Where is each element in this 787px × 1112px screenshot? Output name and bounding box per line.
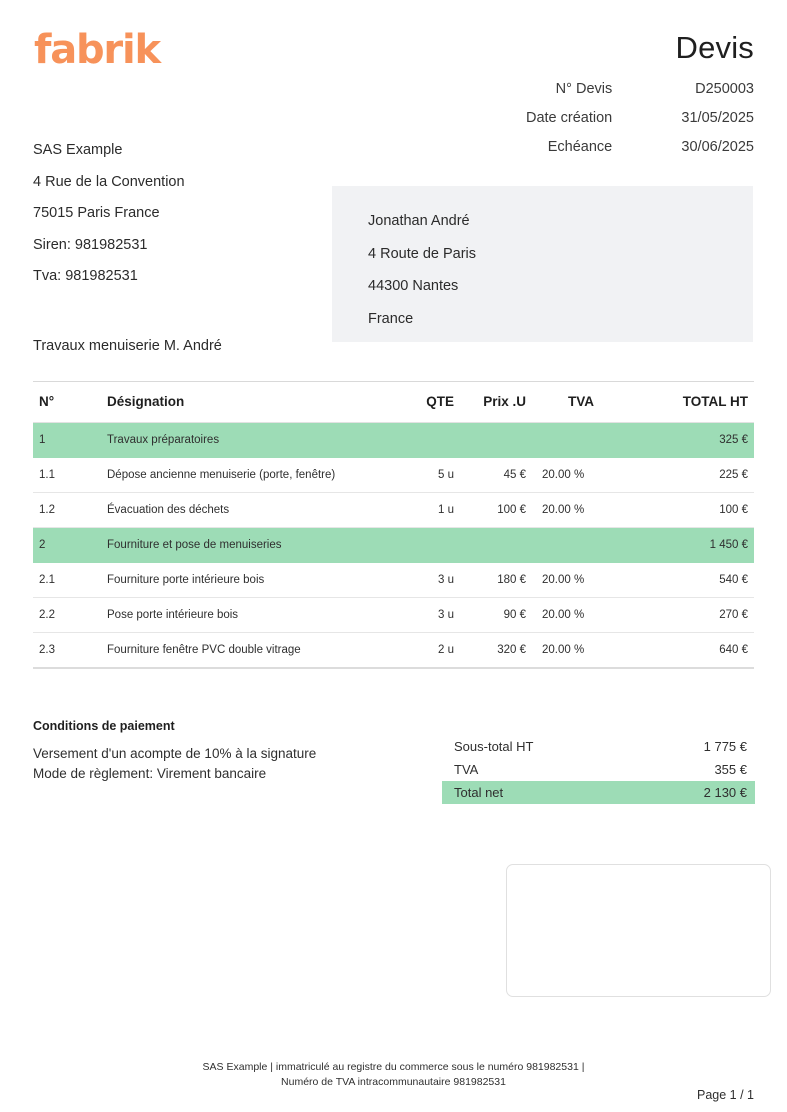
table-row: [33, 598, 754, 633]
cell-num: 1: [33, 423, 107, 458]
cell-designation: Pose porte intérieure bois: [107, 598, 375, 633]
cell-num: 2.2: [33, 598, 107, 633]
cell-designation: Travaux préparatoires: [107, 423, 375, 458]
totals-label: Sous-total HT: [454, 739, 534, 754]
cell-total: 100 €: [636, 493, 754, 528]
column-header-designation: Désignation: [107, 382, 375, 423]
client-address-box: [332, 186, 753, 342]
meta-label: N° Devis: [555, 80, 613, 97]
meta-value: 30/06/2025: [681, 138, 754, 155]
sender-address-line: 75015 Paris France: [33, 205, 160, 221]
cell-num: 1.2: [33, 493, 107, 528]
table-row: [33, 458, 754, 493]
cell-tva: 20.00 %: [526, 563, 636, 598]
meta-label: Date création: [525, 109, 613, 126]
cell-prix: 180 €: [454, 563, 526, 598]
column-header-prix: Prix .U: [454, 382, 526, 423]
sender-address-line: Tva: 981982531: [33, 268, 138, 284]
page-number: Page 1 / 1: [697, 1088, 754, 1102]
cell-tva: [526, 423, 636, 458]
totals-label: TVA: [454, 762, 479, 777]
document-meta-table: [454, 74, 754, 161]
column-header-qte: QTE: [375, 382, 454, 423]
column-header-tva: TVA: [526, 382, 636, 423]
cell-qte: 3 u: [375, 598, 454, 633]
sender-address-line: 4 Rue de la Convention: [33, 173, 185, 190]
cell-prix: 320 €: [454, 633, 526, 669]
cell-designation: Fourniture et pose de menuiseries: [107, 528, 375, 563]
cell-qte: 5 u: [375, 458, 454, 493]
cell-tva: 20.00 %: [526, 493, 636, 528]
cell-total: 540 €: [636, 563, 754, 598]
page-title: Devis: [675, 30, 754, 65]
totals-row: [442, 758, 755, 781]
cell-tva: 20.00 %: [526, 598, 636, 633]
cell-total: 225 €: [636, 458, 754, 493]
line-items-table: [33, 381, 754, 669]
totals-grand-row: [442, 781, 755, 804]
cell-total: 270 €: [636, 598, 754, 633]
cell-tva: 20.00 %: [526, 458, 636, 493]
client-address-line: 4 Route de Paris: [368, 245, 477, 262]
cell-prix: 100 €: [454, 493, 526, 528]
cell-prix: 45 €: [454, 458, 526, 493]
cell-designation: Fourniture porte intérieure bois: [107, 563, 375, 598]
column-header-num: N°: [33, 382, 107, 423]
column-header-total: TOTAL HT: [636, 382, 754, 423]
sender-address-line: Siren: 981982531: [33, 236, 148, 253]
cell-qte: 2 u: [375, 633, 454, 669]
payment-conditions-line-1: Versement d'un acompte de 10% à la signature: [33, 746, 317, 761]
cell-qte: 1 u: [375, 493, 454, 528]
cell-qte: [375, 423, 454, 458]
cell-tva: 20.00 %: [526, 633, 636, 669]
totals-table: [442, 735, 755, 804]
signature-box[interactable]: [506, 864, 771, 997]
sender-address-line: SAS Example: [33, 142, 123, 158]
cell-designation: Évacuation des déchets: [107, 493, 375, 528]
cell-qte: 3 u: [375, 563, 454, 598]
client-address-line: France: [368, 310, 414, 327]
cell-total: 325 €: [636, 423, 754, 458]
meta-value: 31/05/2025: [681, 109, 754, 126]
cell-num: 2.1: [33, 563, 107, 598]
cell-designation: Dépose ancienne menuiserie (porte, fenêtre): [107, 458, 375, 493]
meta-row: [454, 132, 754, 161]
footer-legal-line-1: SAS Example | immatriculé au registre du commerce sous le numéro 981982531 |: [202, 1061, 585, 1073]
cell-tva: [526, 528, 636, 563]
cell-num: 2: [33, 528, 107, 563]
cell-total: 640 €: [636, 633, 754, 669]
cell-num: 1.1: [33, 458, 107, 493]
cell-total: 1 450 €: [636, 528, 754, 563]
payment-conditions-block: [33, 719, 393, 785]
table-header-row: [33, 382, 754, 423]
table-section-row: [33, 423, 754, 458]
table-row: [33, 493, 754, 528]
table-row: [33, 633, 754, 669]
meta-value: D250003: [695, 80, 754, 97]
meta-row: [454, 103, 754, 132]
table-row: [33, 563, 754, 598]
totals-value: 2 130 €: [642, 781, 755, 804]
payment-conditions-title: Conditions de paiement: [33, 719, 175, 733]
client-address-line: 44300 Nantes: [368, 278, 459, 294]
totals-row: [442, 735, 755, 758]
meta-row: [454, 74, 754, 103]
footer-legal-text: [33, 1060, 754, 1090]
cell-num: 2.3: [33, 633, 107, 669]
cell-prix: 90 €: [454, 598, 526, 633]
totals-value: 355 €: [714, 762, 747, 777]
footer-legal-line-2: Numéro de TVA intracommunautaire 981982531: [281, 1076, 506, 1089]
totals-label: Total net: [442, 781, 642, 804]
sender-address-block: [33, 143, 185, 301]
company-logo: fabrik: [34, 27, 160, 73]
document-subject: Travaux menuiserie M. André: [33, 338, 222, 354]
meta-label: Echéance: [547, 138, 613, 155]
cell-prix: [454, 528, 526, 563]
client-address-line: Jonathan André: [368, 213, 470, 229]
cell-qte: [375, 528, 454, 563]
table-section-row: [33, 528, 754, 563]
payment-conditions-line-2: Mode de règlement: Virement bancaire: [33, 766, 267, 782]
cell-designation: Fourniture fenêtre PVC double vitrage: [107, 633, 375, 669]
cell-prix: [454, 423, 526, 458]
totals-value: 1 775 €: [703, 739, 747, 754]
